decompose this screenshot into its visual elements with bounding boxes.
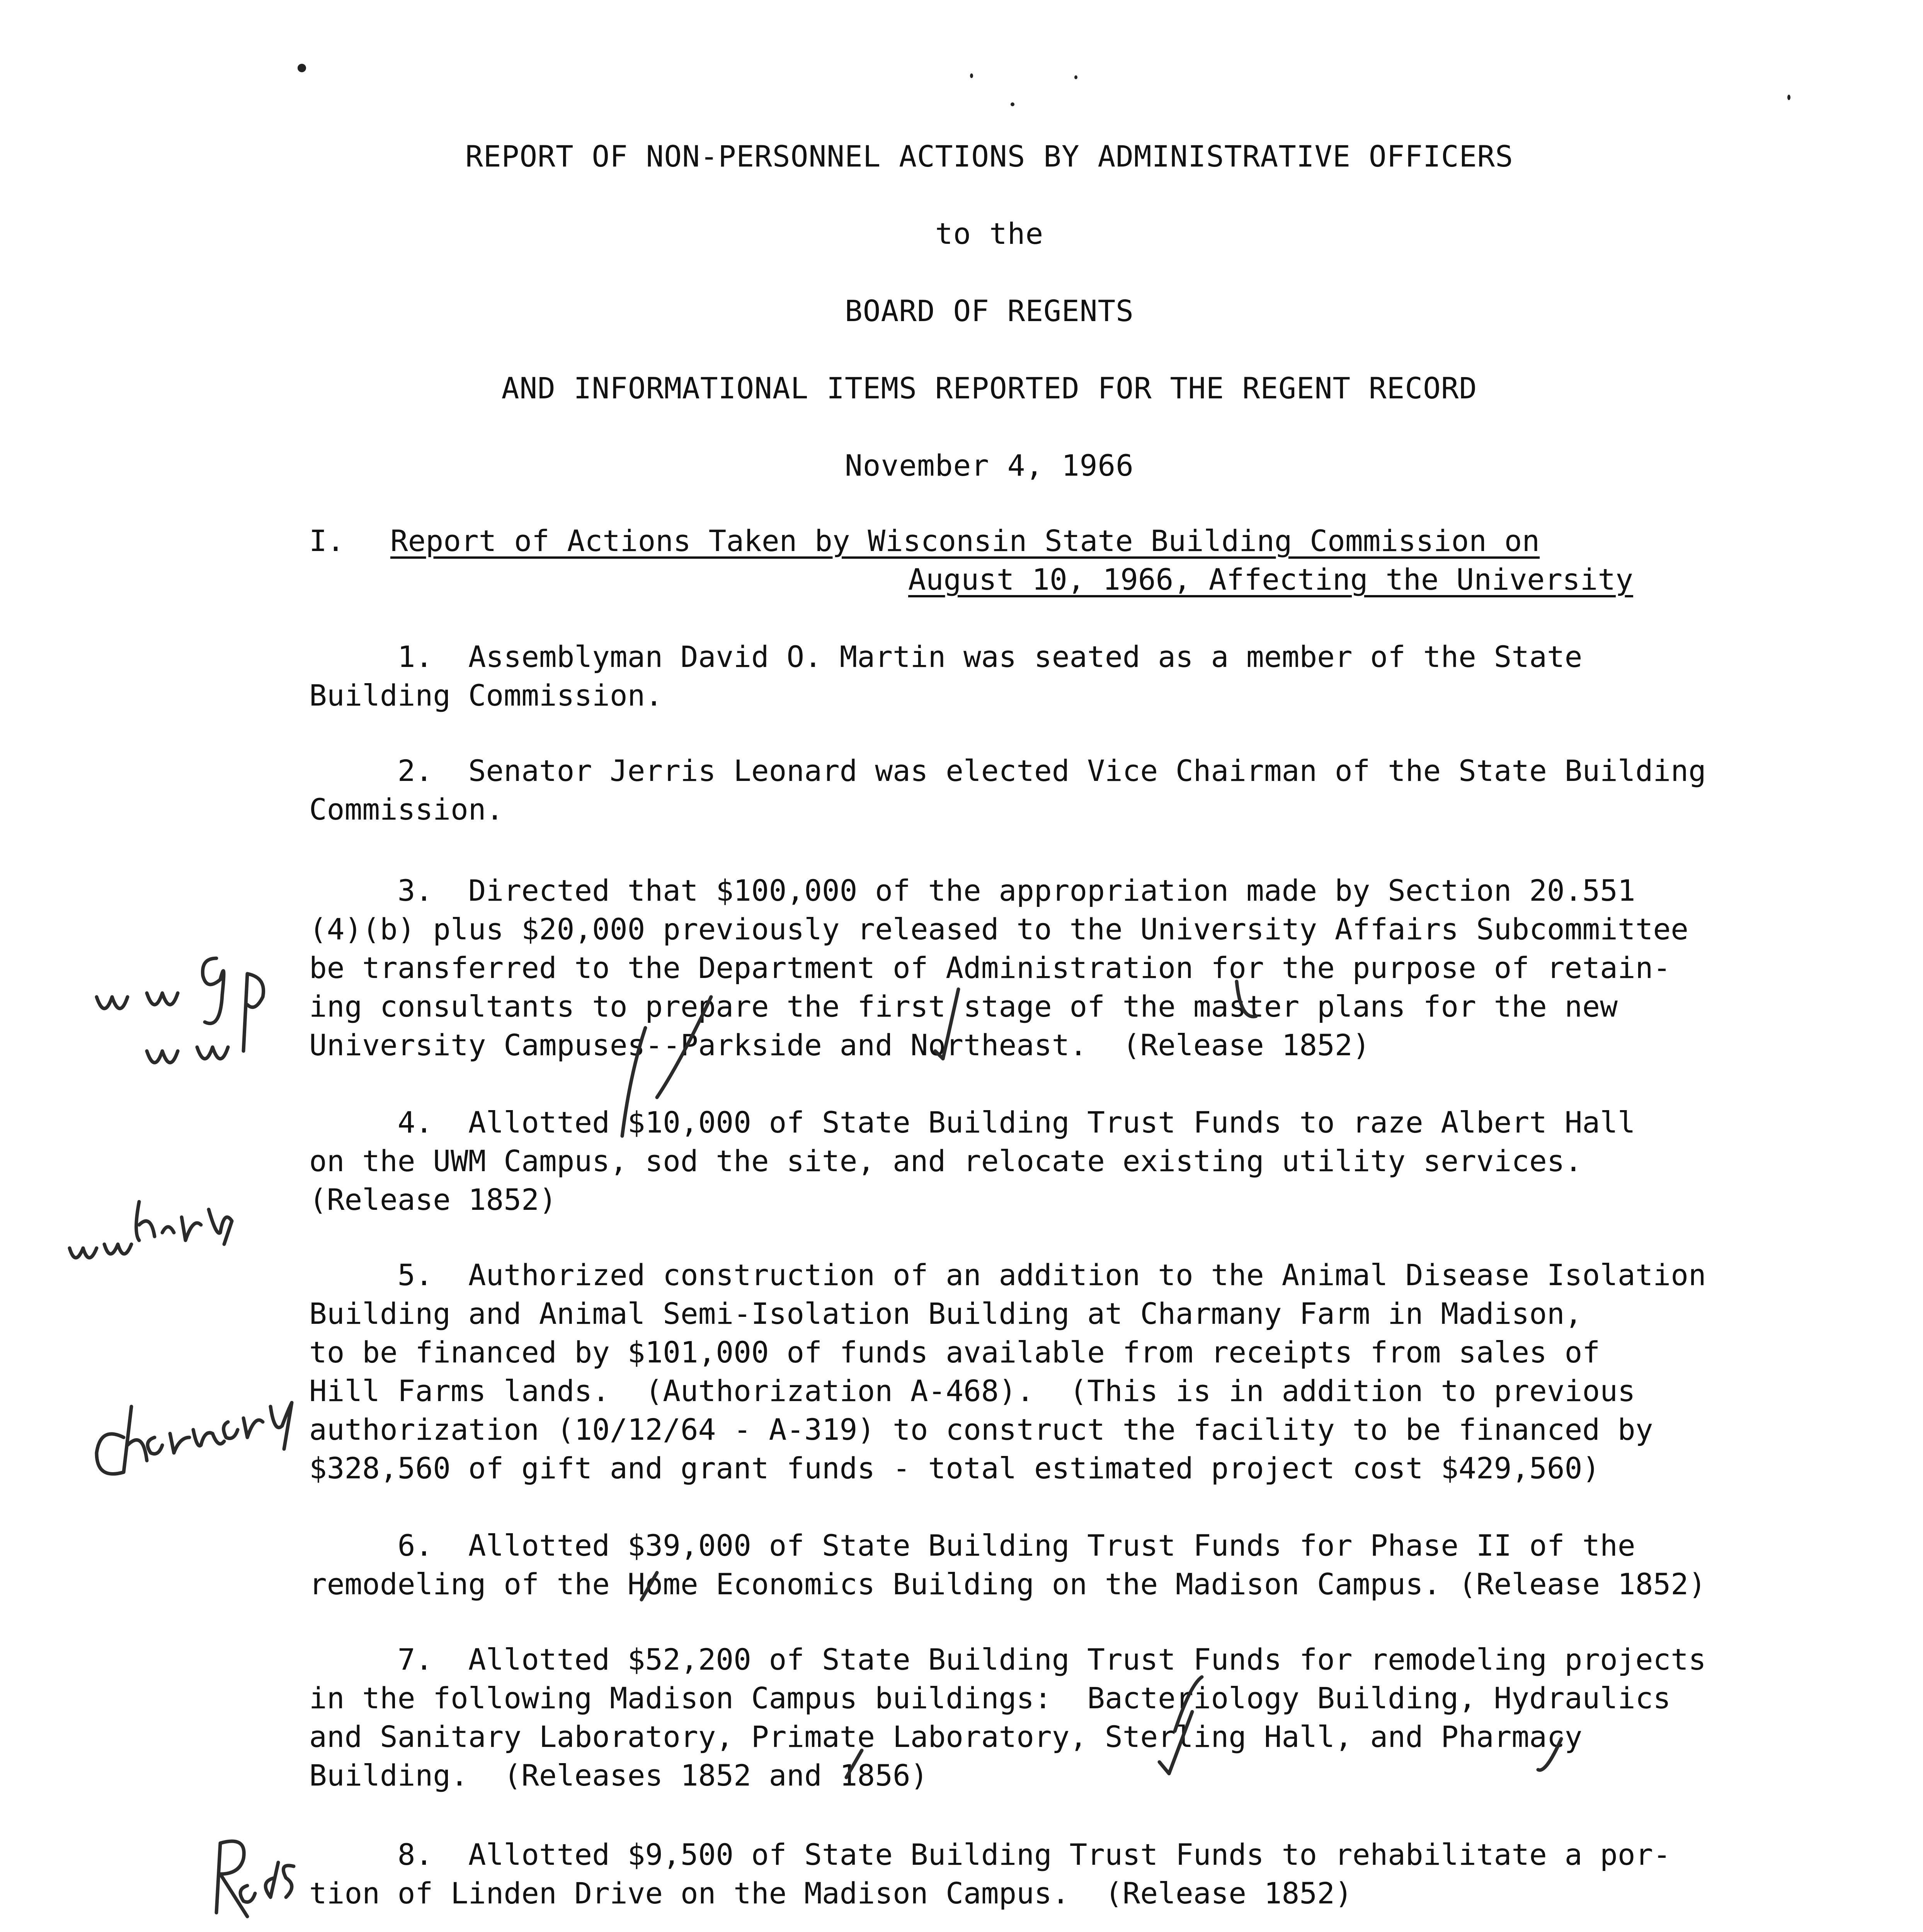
margin-note-wwhrly [70,1202,232,1258]
scan-speck [970,73,973,78]
scan-speck [1787,95,1790,100]
item-3: 3. Directed that $100,000 of the appropriation made by Section 20.551 (4)(b) plus $20,000 previously released to the University Affairs Subcommittee be transferred to the Department of Administration for the purpose of retain- ing consultants to prepare the first stage of the master plans for the new University Campuses--Parkside and Northeast. (Release 1852) [309,873,1688,1062]
section-heading-line1: Report of Actions Taken by Wisconsin State Building Commission on [390,524,1540,558]
margin-note-ww-g [97,958,224,1024]
item-6: 6. Allotted $39,000 of State Building Trust Funds for Phase II of the remodeling of the Home Economics Building on the Madison Campus. (Release 1852) [309,1528,1706,1601]
scan-speck [1074,75,1077,79]
section-numeral: I. [309,524,345,558]
item-8: 8. Allotted $9,500 of State Building Trust Funds to rehabilitate a por- tion of Linden Drive on the Madison Campus. (Release 1852) [309,1837,1671,1910]
margin-note-rods [216,1841,294,1917]
report-subtitle-items: AND INFORMATIONAL ITEMS REPORTED FOR THE REGENT RECORD [501,371,1477,405]
report-subtitle-to: to the [935,216,1044,251]
scan-speck [1011,102,1014,106]
item-1: 1. Assemblyman David O. Martin was seated as a member of the State Building Commission. [309,639,1583,713]
margin-note-charmany [97,1403,292,1474]
scan-speck [298,64,306,72]
report-date: November 4, 1966 [844,448,1134,483]
item-5: 5. Authorized construction of an addition to the Animal Disease Isolation Building and Animal Semi-Isolation Building at Charmany Farm in Madison, to be financed by $101,000 of funds available from receipts from sales of Hill Farms lands. (Authorization A-468). (This is in addition to previous authorization (10/12/64 - A-319) to construct the facility to be financed by $328,560 of gift and grant funds - total estimated project cost $429,560) [309,1258,1706,1485]
report-board-name: BOARD OF REGENTS [844,294,1134,328]
section-heading-line2: August 10, 1966, Affecting the University [908,562,1633,597]
report-title: REPORT OF NON-PERSONNEL ACTIONS BY ADMINISTRATIVE OFFICERS [465,139,1513,173]
item-4: 4. Allotted $10,000 of State Building Trust Funds to raze Albert Hall on the UWM Campus, sod the site, and relocate existing utility services. (Release 1852) [309,1105,1635,1217]
item-7: 7. Allotted $52,200 of State Building Trust Funds for remodeling projects in the following Madison Campus buildings: Bacteriology Building, Hydraulics and Sanitary Laboratory, Primate Laboratory, Sterling Hall, and Pharmacy Building. (Releases 1852 and 1856) [309,1642,1706,1793]
item-2: 2. Senator Jerris Leonard was elected Vice Chairman of the State Building Commission. [309,753,1706,827]
margin-note-ww-p [147,974,264,1063]
